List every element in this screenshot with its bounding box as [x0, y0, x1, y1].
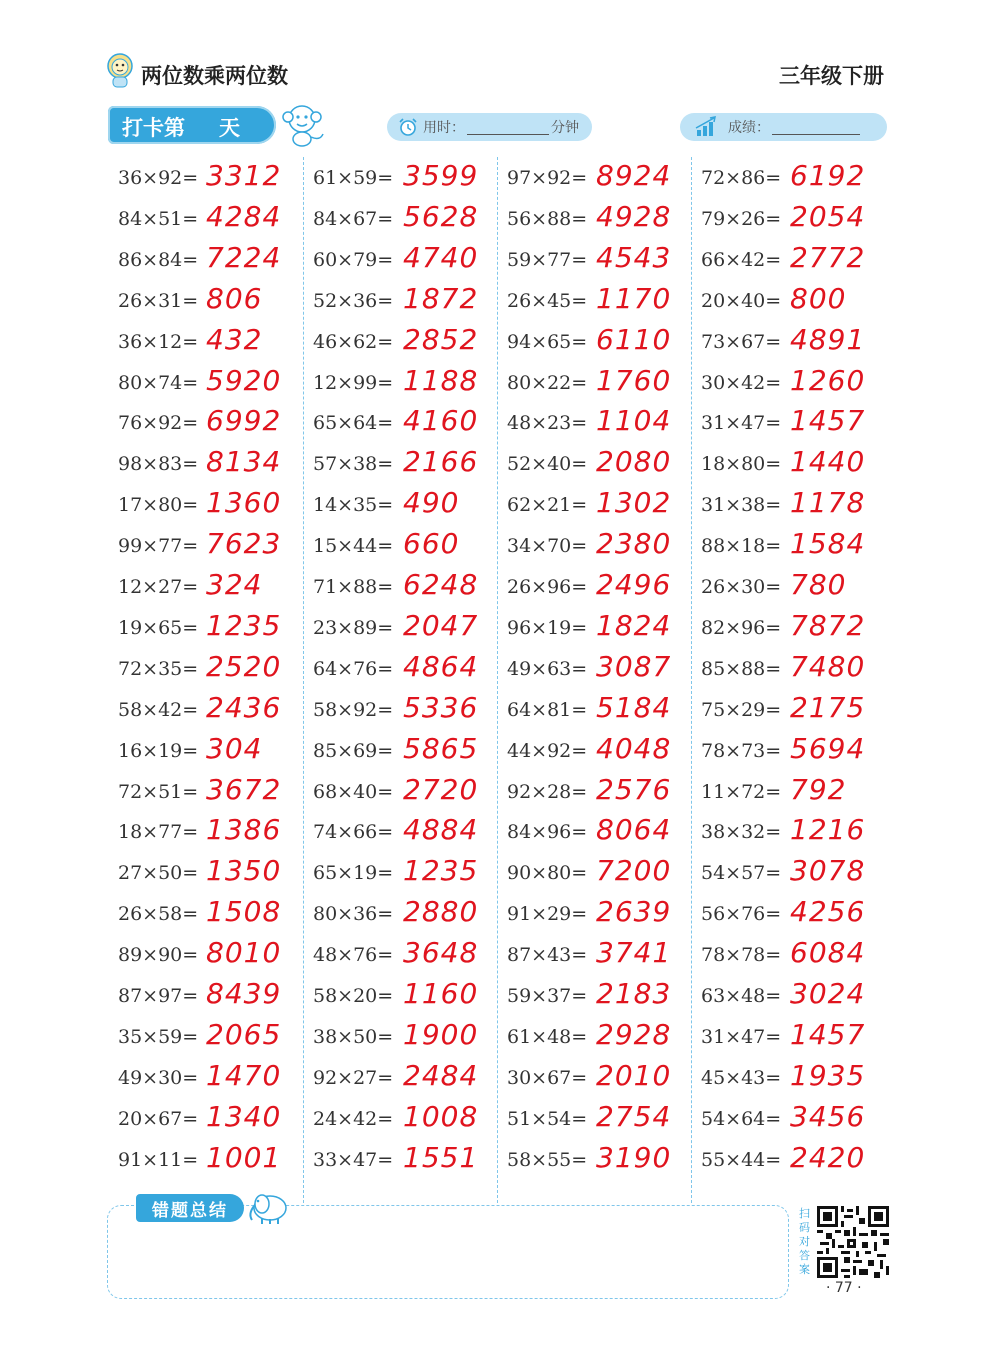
problem-expression: 48×23= — [507, 412, 588, 435]
handwritten-answer[interactable]: 3741 — [596, 936, 672, 970]
handwritten-answer[interactable]: 2054 — [790, 199, 866, 233]
growth-chart-icon — [694, 116, 720, 138]
problem-expression: 33×47= — [313, 1148, 394, 1171]
problem-expression: 80×22= — [507, 371, 588, 394]
scan-for-answers-label: 扫码对答案 — [799, 1207, 810, 1276]
handwritten-answer[interactable]: 2010 — [596, 1058, 672, 1092]
handwritten-answer[interactable]: 5920 — [206, 363, 282, 397]
handwritten-answer[interactable]: 2380 — [596, 527, 672, 561]
problem-expression: 48×76= — [313, 944, 394, 967]
handwritten-answer[interactable]: 1440 — [790, 445, 866, 479]
qr-code-icon[interactable] — [817, 1206, 889, 1278]
handwritten-answer[interactable]: 7623 — [206, 527, 282, 561]
handwritten-answer[interactable]: 2484 — [403, 1058, 479, 1092]
handwritten-answer[interactable]: 1260 — [790, 363, 866, 397]
handwritten-answer[interactable]: 1178 — [790, 486, 866, 520]
handwritten-answer[interactable]: 6110 — [596, 322, 672, 356]
problem-expression: 54×57= — [701, 862, 782, 885]
problem-expression: 23×89= — [313, 616, 394, 639]
handwritten-answer[interactable]: 1001 — [206, 1140, 282, 1174]
problem-expression: 45×43= — [701, 1066, 782, 1089]
handwritten-answer[interactable]: 1457 — [790, 404, 866, 438]
handwritten-answer[interactable]: 1360 — [206, 486, 282, 520]
handwritten-answer[interactable]: 7224 — [206, 240, 282, 274]
page-title: 两位数乘两位数 — [141, 64, 288, 88]
column-separator — [691, 157, 692, 1203]
handwritten-answer[interactable]: 2065 — [206, 1017, 282, 1051]
problem-expression: 34×70= — [507, 535, 588, 558]
problem-expression: 99×77= — [118, 535, 199, 558]
handwritten-answer[interactable]: 1824 — [596, 608, 672, 642]
handwritten-answer[interactable]: 2639 — [596, 895, 672, 929]
handwritten-answer[interactable]: 1302 — [596, 486, 672, 520]
handwritten-answer[interactable]: 1584 — [790, 527, 866, 561]
problem-expression: 38×50= — [313, 1025, 394, 1048]
handwritten-answer[interactable]: 3648 — [403, 936, 479, 970]
handwritten-answer[interactable]: 1008 — [403, 1099, 479, 1133]
problem-expression: 85×88= — [701, 657, 782, 680]
problem-expression: 57×38= — [313, 453, 394, 476]
problem-expression: 26×45= — [507, 289, 588, 312]
monkey-mascot-icon — [276, 101, 328, 147]
problem-expression: 49×63= — [507, 657, 588, 680]
handwritten-answer[interactable]: 5628 — [403, 199, 479, 233]
handwritten-answer[interactable]: 4928 — [596, 199, 672, 233]
handwritten-answer[interactable]: 7480 — [790, 649, 866, 683]
handwritten-answer[interactable]: 2772 — [790, 240, 866, 274]
problem-expression: 80×36= — [313, 903, 394, 926]
handwritten-answer[interactable]: 806 — [206, 281, 263, 315]
problem-expression: 58×55= — [507, 1148, 588, 1171]
problem-expression: 31×47= — [701, 412, 782, 435]
handwritten-answer[interactable]: 4884 — [403, 813, 479, 847]
problem-expression: 35×59= — [118, 1025, 199, 1048]
problem-expression: 18×80= — [701, 453, 782, 476]
problem-expression: 84×51= — [118, 207, 199, 230]
checkin-label-a: 打卡第 — [122, 116, 185, 140]
handwritten-answer[interactable]: 5865 — [403, 731, 479, 765]
handwritten-answer[interactable]: 4256 — [790, 895, 866, 929]
problem-expression: 87×43= — [507, 944, 588, 967]
problem-expression: 19×65= — [118, 616, 199, 639]
problem-expression: 56×76= — [701, 903, 782, 926]
problem-expression: 61×59= — [313, 167, 394, 189]
problem-expression: 58×42= — [118, 698, 199, 721]
handwritten-answer[interactable]: 3078 — [790, 854, 866, 888]
handwritten-answer[interactable]: 800 — [790, 281, 847, 315]
problem-expression: 20×67= — [118, 1107, 199, 1130]
problem-expression: 68×40= — [313, 780, 394, 803]
problem-expression: 46×62= — [313, 330, 394, 353]
mistakes-summary-tab: 错题总结 — [136, 1194, 244, 1222]
problem-expression: 79×26= — [701, 207, 782, 230]
handwritten-answer[interactable]: 1340 — [206, 1099, 282, 1133]
checkin-label — [122, 112, 240, 142]
problem-expression: 80×74= — [118, 371, 199, 394]
problem-expression: 73×67= — [701, 330, 782, 353]
handwritten-answer[interactable]: 6248 — [403, 568, 479, 601]
problem-expression: 17×80= — [118, 494, 199, 517]
handwritten-answer[interactable]: 2928 — [596, 1017, 672, 1051]
problem-expression: 36×12= — [118, 330, 199, 353]
problem-expression: 60×79= — [313, 248, 394, 271]
handwritten-answer[interactable]: 4543 — [596, 240, 672, 274]
handwritten-answer[interactable]: 3190 — [596, 1140, 672, 1174]
problem-expression: 31×38= — [701, 494, 782, 517]
handwritten-answer[interactable]: 1386 — [206, 813, 282, 847]
handwritten-answer[interactable]: 4160 — [403, 404, 479, 438]
handwritten-answer[interactable]: 660 — [403, 527, 460, 561]
handwritten-answer[interactable]: 304 — [206, 731, 263, 765]
problem-expression: 58×92= — [313, 698, 394, 721]
problem-expression: 20×40= — [701, 289, 782, 312]
problem-expression: 59×37= — [507, 985, 588, 1007]
problem-expression: 26×96= — [507, 576, 588, 598]
handwritten-answer[interactable]: 2880 — [403, 895, 479, 929]
grade-label: 三年级下册 — [779, 64, 884, 88]
problem-expression: 38×32= — [701, 821, 782, 844]
problem-expression: 96×19= — [507, 616, 588, 639]
problem-expression: 71×88= — [313, 576, 394, 598]
handwritten-answer[interactable]: 7872 — [790, 608, 866, 642]
score-input-blank[interactable] — [772, 120, 860, 135]
handwritten-answer[interactable]: 6084 — [790, 936, 866, 970]
handwritten-answer[interactable]: 2852 — [403, 322, 479, 356]
problem-expression: 91×11= — [118, 1148, 199, 1171]
handwritten-answer[interactable]: 1188 — [403, 363, 479, 397]
problem-expression: 61×48= — [507, 1025, 588, 1048]
problem-expression: 27×50= — [118, 862, 199, 885]
handwritten-answer[interactable]: 2720 — [403, 772, 479, 806]
handwritten-answer[interactable]: 5336 — [403, 690, 479, 724]
handwritten-answer[interactable]: 324 — [206, 568, 263, 601]
handwritten-answer[interactable]: 2436 — [206, 690, 282, 724]
problem-expression: 82×96= — [701, 616, 782, 639]
problem-expression: 92×27= — [313, 1066, 394, 1089]
problem-expression: 98×83= — [118, 453, 199, 476]
problem-expression: 66×42= — [701, 248, 782, 271]
lion-mascot-icon — [104, 52, 136, 88]
handwritten-answer[interactable]: 5184 — [596, 690, 672, 724]
problem-expression: 51×54= — [507, 1107, 588, 1130]
handwritten-answer[interactable]: 1760 — [596, 363, 672, 397]
handwritten-answer[interactable]: 8439 — [206, 977, 282, 1010]
problem-expression: 15×44= — [313, 535, 394, 558]
handwritten-answer[interactable]: 1872 — [403, 281, 479, 315]
problem-expression: 52×36= — [313, 289, 394, 312]
handwritten-answer[interactable]: 780 — [790, 568, 847, 601]
problem-expression: 12×27= — [118, 576, 199, 598]
problem-expression: 59×77= — [507, 248, 588, 271]
handwritten-answer[interactable]: 2047 — [403, 608, 479, 642]
problem-expression: 78×78= — [701, 944, 782, 967]
problem-expression: 76×92= — [118, 412, 199, 435]
problem-expression: 11×72= — [701, 780, 782, 803]
handwritten-answer[interactable]: 7200 — [596, 854, 672, 888]
handwritten-answer[interactable]: 2166 — [403, 445, 479, 479]
problem-expression: 88×18= — [701, 535, 782, 558]
handwritten-answer[interactable]: 4740 — [403, 240, 479, 274]
handwritten-answer[interactable]: 3672 — [206, 772, 282, 806]
page-number: · 77 · — [826, 1280, 862, 1296]
problem-expression: 62×21= — [507, 494, 588, 517]
problem-expression: 58×20= — [313, 985, 394, 1007]
problem-expression: 78×73= — [701, 739, 782, 762]
handwritten-answer[interactable]: 1900 — [403, 1017, 479, 1051]
problem-expression: 85×69= — [313, 739, 394, 762]
time-input-blank[interactable] — [467, 120, 549, 135]
handwritten-answer[interactable]: 8010 — [206, 936, 282, 970]
handwritten-answer[interactable]: 3312 — [206, 159, 282, 192]
problem-expression: 36×92= — [118, 167, 199, 189]
problem-expression: 65×64= — [313, 412, 394, 435]
handwritten-answer[interactable]: 6192 — [790, 159, 866, 192]
handwritten-answer[interactable]: 6992 — [206, 404, 282, 438]
problem-expression: 54×64= — [701, 1107, 782, 1130]
alarm-clock-icon — [397, 116, 419, 138]
handwritten-answer[interactable]: 2183 — [596, 977, 672, 1010]
handwritten-answer[interactable]: 1216 — [790, 813, 866, 847]
handwritten-answer[interactable]: 8064 — [596, 813, 672, 847]
handwritten-answer[interactable]: 3456 — [790, 1099, 866, 1133]
problem-expression: 26×31= — [118, 289, 199, 312]
handwritten-answer[interactable]: 1104 — [596, 404, 672, 438]
checkin-label-b: 天 — [219, 116, 240, 140]
problem-expression: 64×76= — [313, 657, 394, 680]
handwritten-answer[interactable]: 2420 — [790, 1140, 866, 1174]
handwritten-answer[interactable]: 490 — [403, 486, 460, 520]
problem-expression: 65×19= — [313, 862, 394, 885]
score-label: 成绩： — [728, 120, 770, 136]
problem-expression: 18×77= — [118, 821, 199, 844]
handwritten-answer[interactable]: 1170 — [596, 281, 672, 315]
problem-expression: 31×47= — [701, 1025, 782, 1048]
column-separator — [497, 157, 498, 1203]
handwritten-answer[interactable]: 2520 — [206, 649, 282, 683]
handwritten-answer[interactable]: 8924 — [596, 159, 672, 192]
handwritten-answer[interactable]: 2175 — [790, 690, 866, 724]
handwritten-answer[interactable]: 2496 — [596, 568, 672, 601]
problem-expression: 49×30= — [118, 1066, 199, 1089]
problem-expression: 72×35= — [118, 657, 199, 680]
problem-expression: 87×97= — [118, 985, 199, 1007]
problem-expression: 89×90= — [118, 944, 199, 967]
problem-expression: 56×88= — [507, 207, 588, 230]
problem-expression: 12×99= — [313, 371, 394, 394]
handwritten-answer[interactable]: 4864 — [403, 649, 479, 683]
handwritten-answer[interactable]: 1470 — [206, 1058, 282, 1092]
problem-expression: 52×40= — [507, 453, 588, 476]
problem-expression: 94×65= — [507, 330, 588, 353]
problem-expression: 75×29= — [701, 698, 782, 721]
handwritten-answer[interactable]: 1457 — [790, 1017, 866, 1051]
problem-expression: 92×28= — [507, 780, 588, 803]
problem-expression: 64×81= — [507, 698, 588, 721]
handwritten-answer[interactable]: 792 — [790, 772, 847, 806]
score-field — [680, 113, 887, 141]
problem-expression: 24×42= — [313, 1107, 394, 1130]
handwritten-answer[interactable]: 5694 — [790, 731, 866, 765]
problem-expression: 30×67= — [507, 1066, 588, 1089]
handwritten-answer[interactable]: 4891 — [790, 322, 866, 356]
handwritten-answer[interactable]: 1350 — [206, 854, 282, 888]
handwritten-answer[interactable]: 2080 — [596, 445, 672, 479]
problem-expression: 55×44= — [701, 1148, 782, 1171]
problem-expression: 72×51= — [118, 780, 199, 803]
problem-expression: 74×66= — [313, 821, 394, 844]
elephant-mascot-icon — [244, 1186, 294, 1226]
handwritten-answer[interactable]: 3087 — [596, 649, 672, 683]
handwritten-answer[interactable]: 3024 — [790, 977, 866, 1010]
handwritten-answer[interactable]: 1235 — [403, 854, 479, 888]
column-separator — [303, 157, 304, 1203]
handwritten-answer[interactable]: 2576 — [596, 772, 672, 806]
handwritten-answer[interactable]: 4284 — [206, 199, 282, 233]
problem-expression: 63×48= — [701, 985, 782, 1007]
problem-expression: 30×42= — [701, 371, 782, 394]
problem-expression: 16×19= — [118, 739, 199, 762]
handwritten-answer[interactable]: 8134 — [206, 445, 282, 479]
problem-expression: 90×80= — [507, 862, 588, 885]
problem-expression: 97×92= — [507, 167, 588, 189]
handwritten-answer[interactable]: 1551 — [403, 1140, 479, 1174]
problem-expression: 44×92= — [507, 739, 588, 762]
time-unit: 分钟 — [551, 120, 579, 136]
handwritten-answer[interactable]: 2754 — [596, 1099, 672, 1133]
problem-expression: 91×29= — [507, 903, 588, 926]
problem-expression: 26×30= — [701, 576, 782, 598]
problem-expression: 84×67= — [313, 207, 394, 230]
handwritten-answer[interactable]: 3599 — [403, 159, 479, 192]
handwritten-answer[interactable]: 1935 — [790, 1058, 866, 1092]
handwritten-answer[interactable]: 4048 — [596, 731, 672, 765]
handwritten-answer[interactable]: 1508 — [206, 895, 282, 929]
time-field — [387, 113, 592, 141]
handwritten-answer[interactable]: 1235 — [206, 608, 282, 642]
handwritten-answer[interactable]: 1160 — [403, 977, 479, 1010]
problem-expression: 86×84= — [118, 248, 199, 271]
problem-expression: 26×58= — [118, 903, 199, 926]
problem-expression: 72×86= — [701, 167, 782, 189]
handwritten-answer[interactable]: 432 — [206, 322, 263, 356]
problem-expression: 84×96= — [507, 821, 588, 844]
problem-expression: 14×35= — [313, 494, 394, 517]
time-label: 用时： — [423, 120, 465, 136]
